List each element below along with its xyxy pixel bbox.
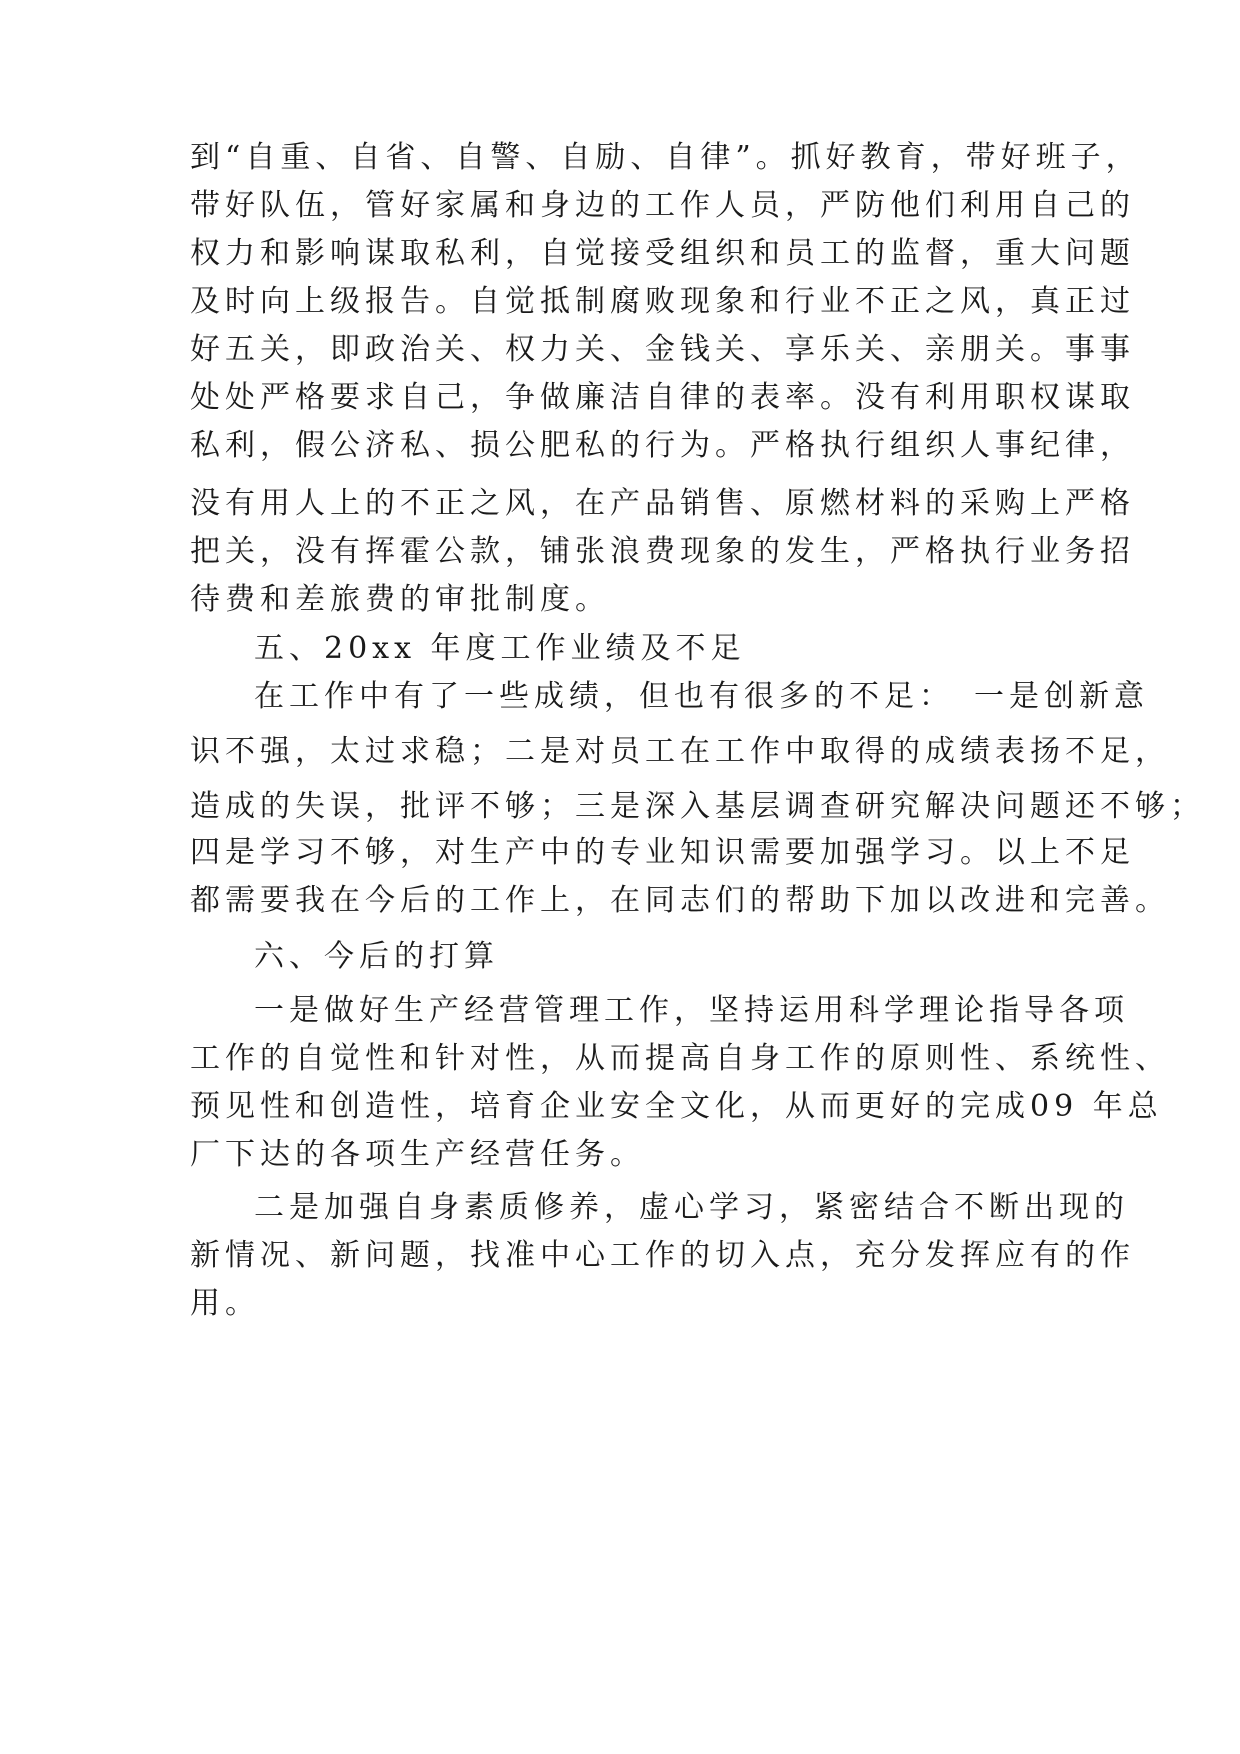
text-line: 及时向上级报告。自觉抵制腐败现象和行业不正之风，真正过 xyxy=(190,284,1135,319)
text-line: 厂下达的各项生产经营任务。 xyxy=(190,1137,645,1172)
text-line: 待费和差旅费的审批制度。 xyxy=(190,582,610,617)
text-line: 处处严格要求自己，争做廉洁自律的表率。没有利用职权谋取 xyxy=(190,380,1135,415)
text-line: 把关，没有挥霍公款，铺张浪费现象的发生，严格执行业务招 xyxy=(190,534,1135,569)
text-line: 造成的失误，批评不够；三是深入基层调查研究解决问题还不够； xyxy=(190,789,1205,824)
text-line: 到“自重、自省、自警、自励、自律”。抓好教育，带好班子， xyxy=(190,140,1141,175)
text-line: 带好队伍，管好家属和身边的工作人员，严防他们利用自己的 xyxy=(190,188,1135,223)
text-line: 没有用人上的不正之风，在产品销售、原燃材料的采购上严格 xyxy=(190,486,1135,521)
text-line: 都需要我在今后的工作上，在同志们的帮助下加以改进和完善。 xyxy=(190,883,1170,918)
paragraph-first-line: 一是做好生产经营管理工作，坚持运用科学理论指导各项 xyxy=(254,993,1129,1028)
paragraph-first-line: 二是加强自身素质修养，虚心学习，紧密结合不断出现的 xyxy=(254,1190,1129,1225)
section-heading: 五、20xx 年度工作业绩及不足 xyxy=(254,631,746,666)
section-heading: 六、今后的打算 xyxy=(254,939,499,974)
text-line: 工作的自觉性和针对性，从而提高自身工作的原则性、系统性、 xyxy=(190,1041,1170,1076)
text-line: 新情况、新问题，找准中心工作的切入点，充分发挥应有的作 xyxy=(190,1238,1135,1273)
paragraph-first-line: 在工作中有了一些成绩，但也有很多的不足： 一是创新意 xyxy=(254,679,1149,714)
text-line: 预见性和创造性，培育企业安全文化，从而更好的完成09 年总 xyxy=(190,1089,1163,1124)
text-line: 用。 xyxy=(190,1286,260,1321)
text-line: 识不强，太过求稳；二是对员工在工作中取得的成绩表扬不足， xyxy=(190,734,1170,769)
text-line: 好五关，即政治关、权力关、金钱关、享乐关、亲朋关。事事 xyxy=(190,332,1135,367)
text-line: 四是学习不够，对生产中的专业知识需要加强学习。以上不足 xyxy=(190,835,1135,870)
text-line: 私利，假公济私、损公肥私的行为。严格执行组织人事纪律， xyxy=(190,428,1135,463)
text-line: 权力和影响谋取私利，自觉接受组织和员工的监督，重大问题 xyxy=(190,236,1135,271)
